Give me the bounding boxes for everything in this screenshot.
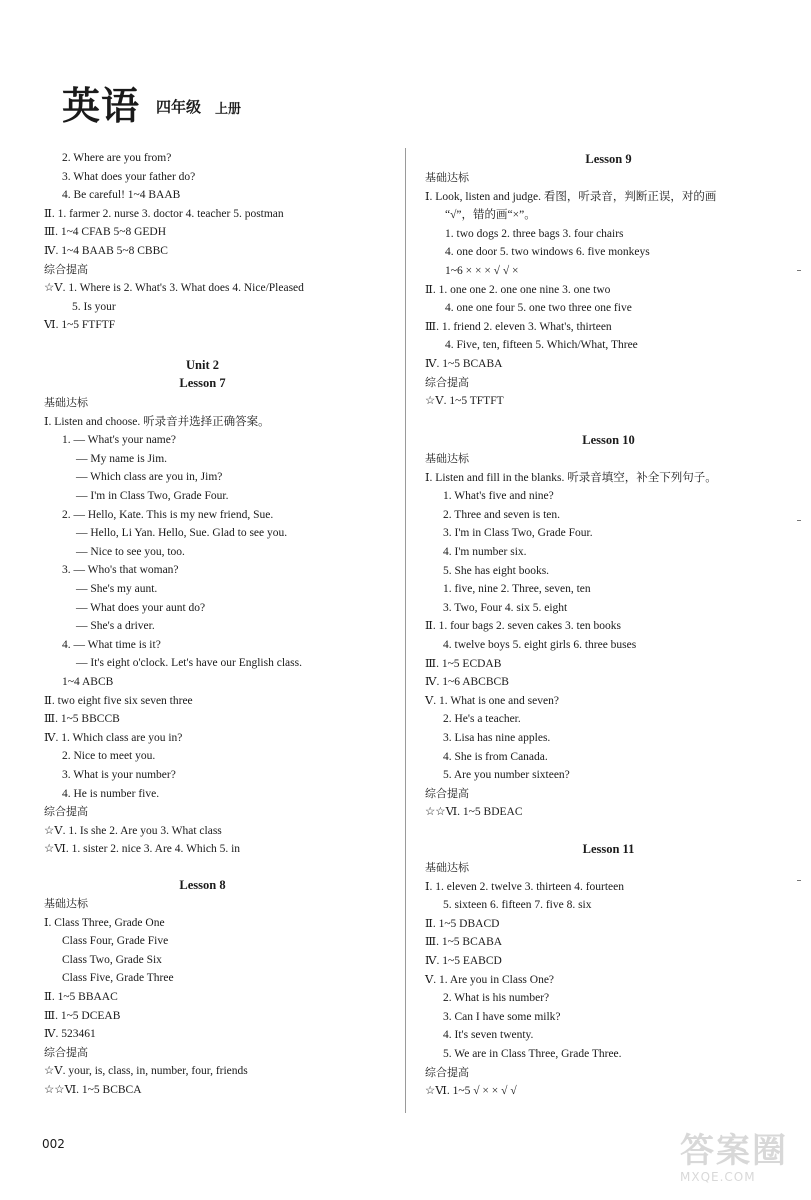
answer-line: 3. — Who's that woman?: [62, 564, 179, 577]
section-heading: 综合提高: [44, 805, 88, 819]
answer-line: — I'm in Class Two, Grade Four.: [76, 490, 229, 502]
answer-line: — Which class are you in, Jim?: [76, 471, 223, 484]
answer-line: Ⅲ. 1~5 ECDAB: [425, 657, 502, 670]
answer-line: Ⅲ. 1~4 CFAB 5~8 GEDH: [44, 226, 167, 239]
lesson-heading: Lesson 7: [179, 376, 226, 390]
answer-line: 3. What is your number?: [62, 769, 176, 781]
answer-line: 2. What is his number?: [443, 992, 550, 1005]
answer-line: — Hello, Li Yan. Hello, Sue. Glad to see you.: [76, 527, 288, 540]
section-heading: 综合提高: [425, 786, 469, 800]
answer-line: 4. He is number five.: [62, 787, 160, 800]
answer-line: 3. Lisa has nine apples.: [443, 732, 551, 744]
answer-line: 1. five, nine 2. Three, seven, ten: [443, 583, 591, 596]
answer-line: 1. What's five and nine?: [443, 490, 554, 503]
answer-line: 4. Five, ten, fifteen 5. Which/What, Three: [445, 339, 638, 352]
edge-tick: [797, 880, 801, 881]
section-heading: 基础达标: [44, 396, 88, 409]
answer-line: Class Five, Grade Three: [62, 972, 174, 985]
section-heading: 基础达标: [44, 897, 88, 910]
answer-line: 2. Three and seven is ten.: [443, 508, 560, 521]
answer-line: “√”，错的画“×”。: [445, 209, 536, 222]
answer-line: ☆Ⅴ. your, is, class, in, number, four, friends: [44, 1065, 248, 1078]
answer-line: Ⅲ. 1~5 BCABA: [425, 936, 503, 949]
answer-line: ☆Ⅵ. 1. sister 2. nice 3. Are 4. Which 5. in: [44, 843, 241, 856]
answer-line: — My name is Jim.: [76, 452, 168, 465]
answer-line: Ⅳ. 1~6 ABCBCB: [425, 676, 509, 689]
answer-line: Ⅰ. 1. eleven 2. twelve 3. thirteen 4. fourteen: [425, 880, 625, 893]
section-heading: 综合提高: [425, 1065, 469, 1079]
answer-line: Ⅳ. 1~5 EABCD: [425, 955, 502, 967]
answer-line: 5. Is your: [72, 300, 116, 313]
answer-line: 5. Are you number sixteen?: [443, 769, 570, 782]
answer-line: — It's eight o'clock. Let's have our English class.: [76, 657, 302, 670]
subject-title: 英语: [62, 84, 141, 128]
answer-line: Ⅱ. two eight five six seven three: [44, 694, 193, 707]
answer-line: ☆☆Ⅵ. 1~5 BDEAC: [425, 806, 523, 819]
edge-tick: [797, 520, 801, 521]
answer-line: Ⅲ. 1~5 BBCCB: [44, 713, 120, 726]
answer-line: 2. Where are you from?: [62, 152, 172, 164]
answer-line: 4. Be careful! 1~4 BAAB: [62, 189, 181, 202]
answer-line: 3. Can I have some milk?: [443, 1010, 561, 1023]
answer-line: ☆Ⅴ. 1. Is she 2. Are you 3. What class: [44, 824, 222, 837]
answer-line: 3. I'm in Class Two, Grade Four.: [443, 527, 593, 540]
answer-line: Class Two, Grade Six: [62, 953, 162, 966]
section-heading: 基础达标: [425, 452, 469, 465]
lesson-heading: Unit 2: [186, 358, 219, 372]
section-heading: 综合提高: [425, 375, 469, 389]
answer-line: Ⅱ. 1~5 DBACD: [425, 917, 500, 930]
answer-line: Ⅰ. Listen and choose. 听录音并选择正确答案。: [44, 415, 270, 428]
lesson-heading: Lesson 11: [582, 842, 635, 856]
answer-line: Ⅱ. 1. one one 2. one one nine 3. one two: [425, 283, 611, 296]
answer-line: ☆Ⅴ. 1. Where is 2. What's 3. What does 4. Nice/Pleased: [44, 282, 304, 295]
answer-line: 3. Two, Four 4. six 5. eight: [443, 601, 568, 614]
lesson-heading: Lesson 8: [179, 878, 226, 892]
answer-line: — What does your aunt do?: [76, 601, 206, 614]
answer-line: 4. She is from Canada.: [443, 750, 548, 763]
answer-line: 2. He's a teacher.: [443, 713, 521, 726]
answer-line: Ⅳ. 1~4 BAAB 5~8 CBBC: [44, 245, 168, 257]
answer-line: 4. — What time is it?: [62, 638, 161, 651]
answer-line: 4. I'm number six.: [443, 546, 527, 558]
answer-line: Ⅱ. 1~5 BBAAC: [44, 991, 118, 1003]
answer-line: Ⅰ. Look, listen and judge. 看图，听录音，判断正误，对的画: [425, 190, 717, 203]
answer-line: Ⅰ. Listen and fill in the blanks. 听录音填空，补全下列句子。: [425, 471, 717, 484]
answer-line: 1~4 ABCB: [62, 676, 114, 688]
answer-line: Ⅳ. 523461: [44, 1028, 96, 1041]
answer-line: 4. one one four 5. one two three one five: [445, 302, 632, 315]
answer-line: ☆☆Ⅵ. 1~5 BCBCA: [44, 1084, 142, 1096]
page-header: [62, 80, 241, 126]
answer-line: 4. It's seven twenty.: [443, 1029, 534, 1042]
answer-line: Ⅱ. 1. farmer 2. nurse 3. doctor 4. teacher 5. postman: [44, 207, 284, 220]
answer-line: 5. sixteen 6. fifteen 7. five 8. six: [443, 899, 592, 912]
answer-line: Ⅵ. 1~5 FTFTF: [44, 319, 116, 332]
answer-line: Ⅴ. 1. What is one and seven?: [425, 694, 559, 707]
answer-line: 2. Nice to meet you.: [62, 750, 156, 763]
answer-line: Ⅳ. 1. Which class are you in?: [44, 731, 183, 744]
answer-line: ☆Ⅴ. 1~5 TFTFT: [425, 395, 504, 408]
page-number: 002: [42, 1137, 65, 1151]
watermark-logo: [680, 1132, 802, 1196]
answer-line: — Nice to see you, too.: [76, 545, 185, 558]
lesson-heading: Lesson 9: [585, 152, 632, 166]
answer-line: Ⅱ. 1. four bags 2. seven cakes 3. ten books: [425, 620, 621, 633]
answer-line: Ⅲ. 1~5 DCEAB: [44, 1009, 121, 1022]
answer-line: 2. — Hello, Kate. This is my new friend, Sue.: [62, 508, 274, 521]
section-heading: 综合提高: [44, 262, 88, 276]
answer-line: 4. one door 5. two windows 6. five monkeys: [445, 246, 650, 259]
section-heading: 基础达标: [425, 171, 469, 184]
answer-line: 1~6 × × × √ √ ×: [445, 265, 519, 277]
answer-line: 4. twelve boys 5. eight girls 6. three buses: [443, 639, 637, 651]
column-divider: [405, 148, 406, 1113]
section-heading: 综合提高: [44, 1045, 88, 1059]
answer-line: 5. We are in Class Three, Grade Three.: [443, 1048, 622, 1060]
answer-line: 1. two dogs 2. three bags 3. four chairs: [445, 227, 624, 240]
answer-line: 3. What does your father do?: [62, 170, 196, 183]
answer-line: 5. She has eight books.: [443, 564, 550, 577]
answer-line: — She's a driver.: [76, 620, 155, 633]
watermark-url: MXQE.COM: [680, 1170, 756, 1184]
lesson-heading: Lesson 10: [582, 433, 635, 447]
answer-line: ☆Ⅵ. 1~5 √ × × √ √: [425, 1085, 517, 1098]
answer-line: 1. — What's your name?: [62, 434, 176, 447]
answer-line: Ⅳ. 1~5 BCABA: [425, 358, 503, 370]
answer-line: Ⅴ. 1. Are you in Class One?: [425, 973, 555, 986]
grade-label: 四年级: [156, 98, 202, 116]
watermark-text: 答案圈: [680, 1131, 788, 1171]
volume-label: 上册: [215, 102, 242, 117]
answer-line: — She's my aunt.: [76, 583, 158, 595]
answer-line: Ⅰ. Class Three, Grade One: [44, 916, 165, 929]
answer-line: Class Four, Grade Five: [62, 935, 169, 948]
section-heading: 基础达标: [425, 861, 469, 874]
answer-line: Ⅲ. 1. friend 2. eleven 3. What's, thirteen: [425, 320, 612, 333]
edge-tick: [797, 270, 801, 271]
